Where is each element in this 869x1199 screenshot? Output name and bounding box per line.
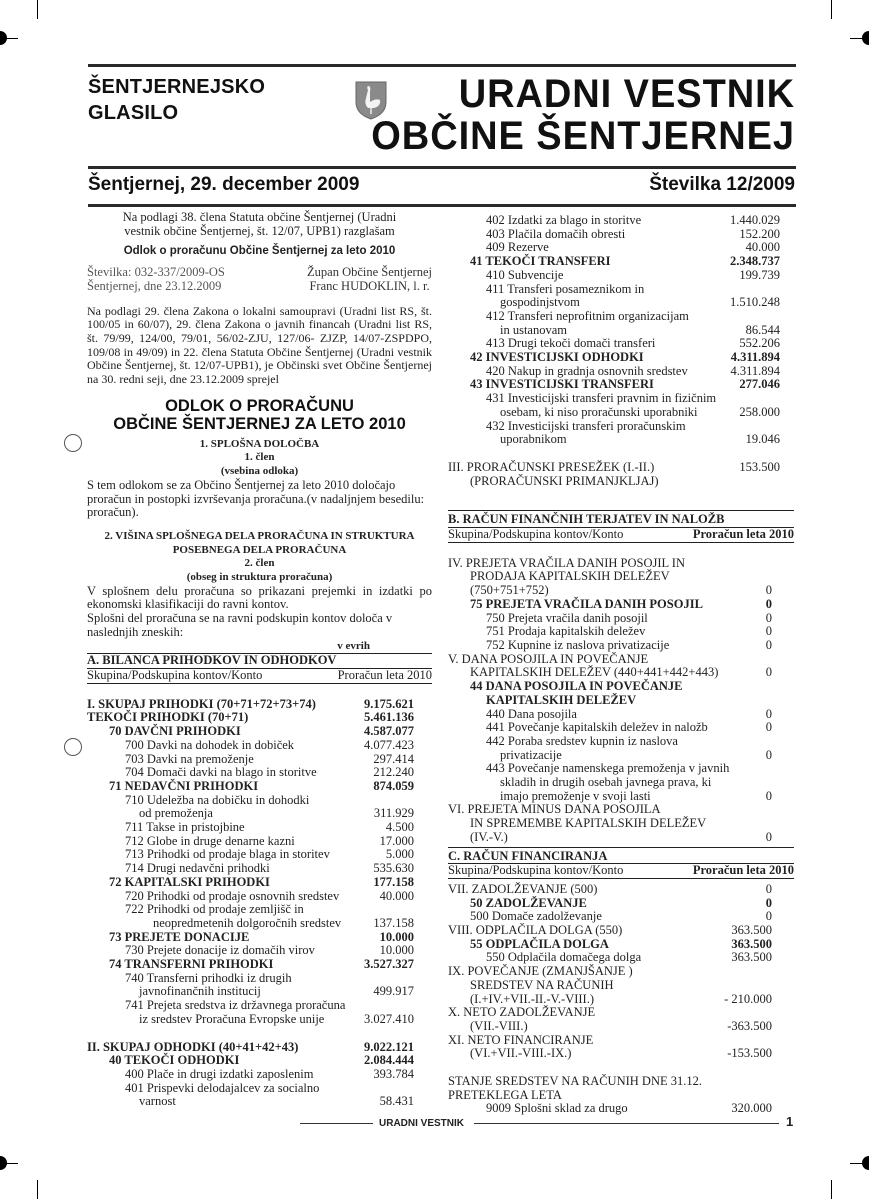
page-number: 1 (786, 1114, 794, 1129)
row-label: in ustanovam (500, 322, 568, 337)
table-row (448, 283, 780, 297)
row-label: 70 DAVČNI PRIHODKI (109, 724, 241, 739)
row-value: 0 (765, 610, 772, 625)
table-row (87, 766, 414, 780)
footer-rule-left (300, 1123, 373, 1124)
table-b-rows (448, 557, 794, 845)
table-row (87, 698, 414, 712)
table-row (448, 433, 780, 447)
row-label: od premoženja (139, 806, 213, 821)
row-value: 10.000 (379, 943, 414, 958)
row-label: imajo premoženje v svoji lasti (500, 788, 651, 803)
row-value: 4.311.894 (730, 350, 780, 365)
table-row (448, 831, 772, 845)
row-label: V. DANA POSOJILA IN POVEČANJE (448, 651, 649, 666)
table-row (448, 735, 772, 749)
table-row (87, 917, 414, 931)
masthead-bottom-rule (88, 204, 796, 207)
row-label: PRODAJA KAPITALSKIH DELEŽEV (470, 569, 670, 584)
row-value: 4.500 (385, 820, 414, 835)
section1-article: 1. člen (244, 451, 275, 464)
row-label: 752 Kupnine iz naslova privatizacije (486, 637, 670, 652)
table-row (448, 1075, 772, 1089)
row-label: 700 Davki na dohodek in dobiček (125, 737, 295, 752)
table-row (448, 951, 772, 965)
row-label: 714 Drugi nedavčni prihodki (125, 861, 270, 876)
row-value: 0 (765, 624, 772, 639)
table-row (448, 1089, 772, 1103)
table-row (448, 803, 772, 817)
table-row (87, 835, 414, 849)
table-row (448, 680, 772, 694)
row-label: 409 Rezerve (486, 240, 549, 255)
table-row (87, 1068, 414, 1082)
row-value: 199.739 (739, 267, 780, 282)
row-label: skladih in drugih osebah javnega prava, ki (500, 775, 712, 790)
table-row (448, 910, 772, 924)
row-label: (VII.-VIII.) (470, 1018, 528, 1033)
row-label: iz sredstev Proračuna Evropske unije (139, 1011, 325, 1026)
row-value: 0 (765, 583, 772, 598)
decree-heading: Odlok o proračunu Občine Šentjernej za leto 2010 (123, 245, 396, 258)
row-label: TEKOČI PRIHODKI (70+71) (87, 710, 249, 725)
table-row (87, 711, 414, 725)
table-row (448, 337, 780, 351)
row-label: varnost (139, 1094, 176, 1109)
row-label: STANJE SREDSTEV NA RAČUNIH DNE 31.12. (448, 1074, 702, 1089)
table-row (87, 1054, 414, 1068)
crop-mark (0, 1163, 18, 1164)
table-row (448, 762, 772, 776)
masthead-top-rule (88, 64, 796, 67)
row-label: gospodinjstvom (500, 295, 580, 310)
row-label: 432 Investicijski transferi proračunskim (486, 418, 686, 433)
crop-mark (831, 1180, 832, 1199)
row-value: 0 (765, 788, 772, 803)
row-label: IV. PREJETA VRAČILA DANIH POSOJIL IN (448, 555, 685, 570)
row-value: 177.158 (373, 874, 414, 889)
section1-heading: 1. SPLOŠNA DOLOČBA (199, 437, 320, 450)
currency-note: v evrih (87, 640, 432, 655)
row-value: 3.027.410 (364, 1011, 414, 1026)
table-row (87, 931, 414, 945)
row-value: 212.240 (373, 765, 414, 780)
issue-number: Številka 12/2009 (649, 174, 795, 195)
reference-date: Šentjernej, dne 23.12.2009 (87, 278, 222, 293)
table-row (87, 1013, 414, 1027)
row-label: 550 Odplačila domačega dolga (486, 950, 642, 965)
table-row (448, 749, 772, 763)
row-label: 441 Povečanje kapitalskih deležev in naložb (486, 720, 708, 735)
table-row (448, 324, 780, 338)
row-value: 277.046 (739, 377, 780, 392)
row-value: 0 (765, 665, 772, 680)
row-value: 4.587.077 (364, 724, 414, 739)
table-row (448, 392, 780, 406)
table-row (448, 897, 772, 911)
masthead-left (88, 74, 265, 126)
row-value: 874.059 (373, 778, 414, 793)
row-label: uporabnikom (500, 432, 567, 447)
row-value: 258.000 (739, 404, 780, 419)
row-label: 402 Izdatki za blago in storitve (486, 213, 642, 227)
row-value: 297.414 (373, 751, 414, 766)
table-row (448, 666, 772, 680)
table-b-title: B. RAČUN FINANČNIH TERJATEV IN NALOŽB (448, 510, 794, 528)
row-value: 320.000 (731, 1101, 772, 1116)
row-value: 0 (765, 909, 772, 924)
table-row (448, 557, 772, 571)
row-label: 55 ODPLAČILA DOLGA (470, 936, 609, 951)
row-value: 152.200 (739, 226, 780, 241)
table-row (87, 876, 414, 890)
row-label: 443 Povečanje namenskega premoženja v javnih (486, 761, 730, 776)
table-row (448, 965, 772, 979)
row-value: 4.311.894 (730, 363, 780, 378)
crop-mark (37, 0, 38, 19)
row-label: 720 Prihodki od prodaje osnovnih sredstev (125, 888, 340, 903)
row-value: 1.440.029 (730, 213, 780, 227)
row-value: 19.046 (745, 432, 780, 447)
table-row (448, 570, 772, 584)
row-label: XI. NETO FINANCIRANJE (448, 1032, 594, 1047)
row-value: 393.784 (373, 1066, 414, 1081)
table-a-header (87, 669, 432, 684)
row-label: osebam, ki niso proračunski uporabniki (500, 404, 698, 419)
table-b-header (448, 528, 794, 543)
table-row (448, 708, 772, 722)
row-label: 400 Plače in drugi izdatki zaposlenim (125, 1066, 314, 1081)
row-value: 9.022.121 (364, 1039, 414, 1054)
table-row (448, 1102, 772, 1116)
section1-subtitle: (vsebina odloka) (220, 465, 299, 478)
table-a-rows (87, 698, 432, 1109)
column-header-account: Skupina/Podskupina kontov/Konto (448, 863, 624, 878)
publication-title-line1: URADNI VESTNIK (458, 72, 795, 116)
crop-mark (850, 38, 868, 39)
row-value: 535.630 (373, 861, 414, 876)
row-label: 722 Prihodki od prodaje zemljišč in (125, 902, 304, 917)
table-row (448, 938, 772, 952)
table-row (448, 255, 780, 269)
row-label: 73 PREJETE DONACIJE (109, 929, 250, 944)
row-label: 751 Prodaja kapitalskih deležev (486, 624, 646, 639)
table-c-rows (448, 883, 794, 1116)
table-row (448, 776, 772, 790)
masthead-left-line2: GLASILO (88, 102, 179, 124)
table-row (448, 721, 772, 735)
table-row (448, 694, 772, 708)
row-value: 17.000 (379, 833, 414, 848)
table-row (448, 1006, 772, 1020)
row-label: 442 Poraba sredstev kupnin iz naslova (486, 733, 678, 748)
row-value: 9.175.621 (364, 696, 414, 711)
column-header-account: Skupina/Podskupina kontov/Konto (448, 527, 624, 542)
signer-name: Franc HUDOKLIN, l. r. (309, 278, 430, 293)
row-value: 1.510.248 (730, 295, 780, 310)
table-row (448, 598, 772, 612)
preamble-text: Na podlagi 29. člena Zakona o lokalni samoupravi (Uradni list RS, št. 100/05 in 60/07), 29. člena Zakona o javnih financah (Uradni list RS, št. 79/99, 124/00, 79/01, 56/02-ZJU, 127/06- ZJZP, 14/07-ZSPDPO, 109/08 in 49/09) in 22. člena Statuta Občine Šentjernej (Uradni vestnik Občine Šentjernej, št. 12/07-UPB1), je Občinski svet Občine Šentjernej na 30. redni seji, dne 23.12.2009 sprejel (87, 303, 432, 387)
row-value: 40.000 (379, 888, 414, 903)
table-row (87, 1082, 414, 1096)
table-row (448, 979, 772, 993)
table-row (448, 365, 780, 379)
row-value: 4.077.423 (364, 737, 414, 752)
row-label: KAPITALSKIH DELEŽEV (486, 692, 637, 707)
decree-title-line1: ODLOK O PRORAČUNU (165, 396, 354, 415)
table-row (448, 406, 780, 420)
table-row (448, 924, 772, 938)
row-value: 0 (765, 895, 772, 910)
row-label: 403 Plačila domačih obresti (486, 226, 626, 241)
row-value: 0 (765, 720, 772, 735)
row-label: 50 ZADOLŽEVANJE (470, 895, 587, 910)
row-label: 43 INVESTICIJSKI TRANSFERI (470, 377, 654, 392)
table-row (87, 972, 414, 986)
spacer-row (448, 447, 780, 461)
table-row (87, 780, 414, 794)
table-row (87, 999, 414, 1013)
signature-block (87, 266, 432, 293)
row-label: 41 TEKOČI TRANSFERI (470, 254, 611, 269)
table-row (87, 725, 414, 739)
table-row (87, 821, 414, 835)
row-value: 363.500 (731, 950, 772, 965)
table-row (448, 625, 772, 639)
row-label: 75 PREJETA VRAČILA DANIH POSOJIL (470, 596, 703, 611)
table-row (448, 883, 772, 897)
row-label: (PRORAČUNSKI PRIMANJKLJAJ) (470, 473, 659, 488)
row-label: KAPITALSKIH DELEŽEV (440+441+442+443) (470, 665, 719, 680)
row-label: 740 Transferni prihodki iz drugih (125, 970, 292, 985)
table-row (87, 890, 414, 904)
table-row (448, 310, 780, 324)
table-row (448, 378, 780, 392)
footer-rule-right (474, 1123, 779, 1124)
crop-mark (37, 1180, 38, 1199)
section1-text: S tem odlokom se za Občino Šentjernej za leto 2010 določajo proračun in postopki izvrševanja proračuna.(v nadaljnjem besedilu: proračun). (87, 477, 425, 520)
row-label: II. SKUPAJ ODHODKI (40+41+42+43) (87, 1039, 299, 1054)
row-value: 499.917 (373, 984, 414, 999)
table-row (448, 1034, 772, 1048)
row-value: 40.000 (745, 240, 780, 255)
row-value: -153.500 (727, 1046, 772, 1061)
issue-date: Šentjernej, 29. december 2009 (88, 174, 360, 195)
row-value: 363.500 (731, 923, 772, 938)
row-value: 2.084.444 (364, 1053, 414, 1068)
row-value: 552.206 (739, 336, 780, 351)
right-column (448, 214, 794, 1116)
table-row (448, 214, 780, 228)
column-header-budget: Proračun leta 2010 (692, 527, 794, 542)
row-label: IX. POVEČANJE (ZMANJŠANJE ) (448, 964, 633, 979)
row-label: 712 Globe in druge denarne kazni (125, 833, 295, 848)
table-row (87, 903, 414, 917)
row-label: 431 Investicijski transferi pravnim in fizičnim (486, 391, 717, 406)
section2-subtitle: (obseg in struktura proračuna) (186, 571, 333, 584)
row-label: SREDSTEV NA RAČUNIH (470, 977, 614, 992)
row-value: 0 (765, 706, 772, 721)
row-value: 58.431 (379, 1094, 414, 1109)
table-row (87, 739, 414, 753)
section2-text2: Splošni del proračuna se na ravni podskupin kontov določa v naslednjih zneskih: (87, 611, 393, 639)
row-label: PRETEKLEGA LETA (448, 1087, 562, 1102)
punch-hole-icon (64, 738, 82, 756)
table-row (87, 958, 414, 972)
row-value: 153.500 (739, 459, 780, 474)
table-row (448, 228, 780, 242)
row-label: 741 Prejeta sredstva iz državnega proračuna (125, 998, 346, 1013)
table-row (448, 993, 772, 1007)
row-label: 711 Takse in pristojbine (125, 820, 245, 835)
footer-publication-name: URADNI VESTNIK (379, 1118, 465, 1129)
row-label: 9009 Splošni sklad za drugo (486, 1101, 628, 1116)
row-value: - 210.000 (724, 991, 772, 1006)
table-row (87, 848, 414, 862)
row-label: 713 Prihodki od prodaje blaga in storitev (125, 847, 330, 862)
table-row (87, 944, 414, 958)
row-label: VI. PREJETA MINUS DANA POSOJILA (448, 802, 661, 817)
row-value: 86.544 (745, 322, 780, 337)
row-label: neopredmetenih dolgoročnih sredstev (153, 915, 342, 930)
row-value: 5.000 (385, 847, 414, 862)
row-value: 311.929 (373, 806, 414, 821)
table-row (448, 584, 772, 598)
row-label: 710 Udeležba na dobičku in dohodki (125, 792, 310, 807)
row-label: 401 Prispevki delodajalcev za socialno (125, 1080, 320, 1095)
row-value: 137.158 (373, 915, 414, 930)
table-row (87, 1095, 414, 1109)
table-row (448, 351, 780, 365)
row-label: 71 NEDAVČNI PRIHODKI (109, 778, 259, 793)
section2-heading-line2: POSEBNEGA DELA PRORAČUNA (172, 543, 347, 556)
row-label: 72 KAPITALSKI PRIHODKI (109, 874, 270, 889)
row-label: III. PRORAČUNSKI PRESEŽEK (I.-II.) (448, 459, 655, 474)
table-row (448, 475, 780, 489)
table-row (448, 420, 780, 434)
table-a-title: A. BILANCA PRIHODKOV IN ODHODKOV (87, 654, 432, 669)
row-label: 411 Transferi posameznikom in (486, 281, 645, 296)
row-value: -363.500 (727, 1018, 772, 1033)
table-row (448, 790, 772, 804)
table-row (448, 296, 780, 310)
publication-title-line2: OBČINE ŠENTJERNEJ (371, 114, 795, 158)
table-row (448, 653, 772, 667)
row-value: 10.000 (379, 929, 414, 944)
row-label: (I.+IV.+VII.-II.-V.-VIII.) (470, 991, 595, 1006)
table-row (448, 1047, 772, 1061)
row-label: 440 Dana posojila (486, 706, 577, 721)
row-value: 0 (765, 596, 772, 611)
table-row (448, 269, 780, 283)
row-value: 0 (765, 881, 772, 896)
section2-text1: V splošnem delu proračuna so prikazani prejemki in izdatki po ekonomski klasifikaciji do ravni kontov. (87, 583, 432, 612)
signer-title: Župan Občine Šentjernej (307, 265, 432, 280)
row-label: (VI.+VII.-VIII.-IX.) (470, 1046, 572, 1061)
left-column (87, 211, 432, 1109)
section2-heading-line1: 2. VIŠINA SPLOŠNEGA DELA PRORAČUNA IN STRUKTURA (104, 529, 415, 542)
row-label: 410 Subvencije (486, 267, 564, 282)
table-row (448, 461, 780, 475)
crop-mark (850, 1163, 868, 1164)
row-label: IN SPREMEMBE KAPITALSKIH DELEŽEV (470, 816, 707, 831)
row-value: 3.527.327 (364, 957, 414, 972)
row-value: 0 (765, 829, 772, 844)
row-label: 750 Prejeta vračila danih posojil (486, 610, 648, 625)
table-row (87, 1041, 414, 1055)
masthead-left-line1: ŠENTJERNEJSKO (88, 76, 266, 98)
reference-number: Številka: 032-337/2009-OS (87, 265, 225, 280)
row-value: 5.461.136 (364, 710, 414, 725)
row-value: 363.500 (731, 936, 772, 951)
crop-mark (0, 38, 18, 39)
row-label: 500 Domače zadolževanje (470, 909, 602, 924)
row-label: 412 Transferi neprofitnim organizacijam (486, 308, 689, 323)
row-label: (IV.-V.) (470, 829, 508, 844)
spacer-row (448, 1061, 772, 1075)
row-label: VII. ZADOLŽEVANJE (500) (448, 881, 598, 896)
table-c-header (448, 864, 794, 879)
table-row (87, 862, 414, 876)
table-row (448, 241, 780, 255)
column-header-account: Skupina/Podskupina kontov/Konto (87, 667, 263, 682)
section2-article: 2. člen (244, 557, 275, 570)
masthead-mid-rule (88, 166, 796, 169)
row-value: 0 (765, 747, 772, 762)
row-label: 420 Nakup in gradnja osnovnih sredstev (486, 363, 688, 378)
row-label: 74 TRANSFERNI PRIHODKI (109, 957, 274, 972)
row-label: 704 Domači davki na blago in storitve (125, 765, 317, 780)
table-row (87, 794, 414, 808)
row-label: I. SKUPAJ PRIHODKI (70+71+72+73+74) (87, 696, 316, 711)
row-label: (750+751+752) (470, 583, 549, 598)
table-row (448, 639, 772, 653)
table-a-rows-continued (448, 214, 794, 488)
row-value: 0 (765, 637, 772, 652)
crop-mark (831, 0, 832, 19)
table-c-title: C. RAČUN FINANCIRANJA (448, 847, 794, 865)
table-row (87, 985, 414, 999)
row-label: 42 INVESTICIJSKI ODHODKI (470, 350, 644, 365)
punch-hole-icon (64, 434, 82, 452)
row-label: VIII. ODPLAČILA DOLGA (550) (448, 923, 623, 938)
row-label: javnofinančnih institucij (139, 984, 261, 999)
row-label: 730 Prejete donacije iz domačih virov (125, 943, 315, 958)
table-row (448, 817, 772, 831)
row-label: X. NETO ZADOLŽEVANJE (448, 1005, 596, 1020)
decree-title-line2: OBČINE ŠENTJERNEJ ZA LETO 2010 (113, 414, 406, 433)
row-label: privatizacije (500, 747, 562, 762)
column-header-budget: Proračun leta 2010 (337, 667, 432, 682)
table-row (87, 807, 414, 821)
row-label: 44 DANA POSOJILA IN POVEČANJE (470, 679, 683, 694)
row-label: 413 Drugi tekoči domači transferi (486, 336, 656, 351)
table-row (87, 753, 414, 767)
spacer-row (87, 1027, 414, 1041)
row-label: 40 TEKOČI ODHODKI (109, 1053, 240, 1068)
column-header-budget: Proračun leta 2010 (692, 863, 794, 878)
row-label: 703 Davki na premoženje (125, 751, 254, 766)
table-row (448, 612, 772, 626)
intro-text: Na podlagi 38. člena Statuta občine Šentjernej (Uradni vestnik občine Šentjernej, št. 12/07, UPB1) razglašam (122, 210, 397, 238)
row-value: 2.348.737 (730, 254, 780, 269)
table-row (448, 1020, 772, 1034)
